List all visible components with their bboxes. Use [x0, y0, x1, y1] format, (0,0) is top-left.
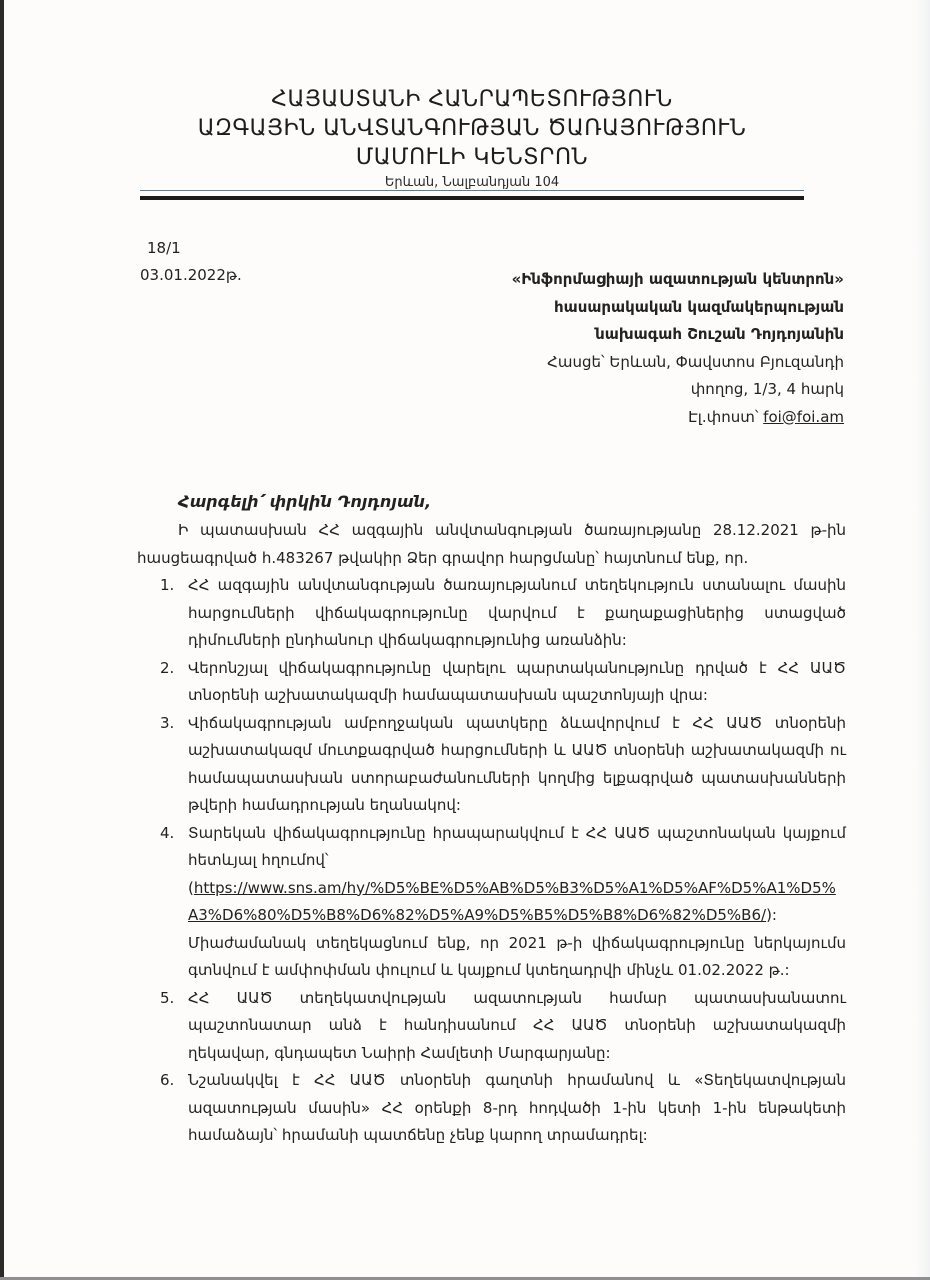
salutation: Հարգելի՛ փրկին Դոյդոյան, [178, 492, 432, 511]
list-text: Վերոնշյալ վիճակագրությունը վարելու պարտականությունը դրված է ՀՀ ԱԱԾ տնօրենի աշխատակազմի համապատասխան պաշտոնյայի վրա: [188, 658, 846, 704]
email-label: Էլ.փոստ՝ [688, 407, 764, 426]
reference-number: 18/1 [147, 239, 181, 257]
list-text: Վիճակագրության ամբողջական պատկերը ձևավորվում է ՀՀ ԱԱԾ տնօրենի աշխատակազմ մուտքագրված հարցումների և ԱԱԾ տնօրենի աշխատակազմի ու համապատասխան ստորաբաժանումների կողմից ելքագրված պատասխանների թվերի համադրության եղանակով: [188, 713, 846, 814]
list-number: 1. [160, 576, 175, 594]
header-divider-thick [140, 196, 804, 200]
list-number: 2. [160, 658, 175, 677]
scan-edge-right [916, 0, 930, 1280]
list-number: 3. [160, 713, 175, 732]
list-item [160, 572, 846, 655]
list-text: ՀՀ ԱԱԾ տեղեկատվության ազատության համար պատասխանատու պաշտոնատար անձ է հանդիսանում ՀՀ ԱԱԾ տնօրենի աշխատակազմի ղեկավար, գնդապետ Նաիրի Համլետի Մարգարյանը: [188, 988, 846, 1062]
addressee-address-line-2: փողոց, 1/3, 4 հարկ [690, 380, 844, 398]
list-text-extra: Միաժամանակ տեղեկացնում ենք, որ 2021 թ-ի վիճակագրությունը ներկայումս գտնվում է ամփոփման փուլում և կայքում կտեղադրվի մինչև 01.02.2022 թ.: [188, 933, 846, 979]
intro-paragraph: Ի պատասխան ՀՀ ազգային անվտանգության ծառայությանը 28.12.2021 թ-ին հասցեագրված հ.483267 թվակիր Ձեր գրավոր հարցմանը՝ հայտնում ենք, որ. [137, 521, 846, 567]
link-paren-open: ( [188, 878, 194, 897]
list-number: 6. [160, 1071, 175, 1089]
addressee-email-row [512, 404, 844, 432]
letterhead-country: ՀԱՅԱՍՏԱՆԻ ՀԱՆՐԱՊԵՏՈՒԹՅՈՒՆ [271, 87, 673, 112]
addressee-block [512, 266, 844, 431]
list-item [160, 655, 846, 710]
response-list [160, 572, 846, 1150]
list-text: ՀՀ ազգային անվտանգության ծառայությանում տեղեկություն ստանալու մասին հարցումների վիճակագրությունը վարվում է քաղաքացիներից ստացված դիմումների ընդհանուր վիճակագրությունից առանձին: [188, 576, 846, 649]
email-link[interactable]: foi@foi.am [763, 407, 844, 426]
list-item [160, 985, 846, 1068]
list-text: Նշանակվել է ՀՀ ԱԱԾ տնօրենի գաղտնի հրամանով և «Տեղեկատվության ազատության մասին» ՀՀ օրենքի 8-րդ հոդվածի 1-ին կետի 1-ին ենթակետի համաձայն՝ հրամանի պատճենը չենք կարող տրամադրել: [188, 1071, 846, 1144]
list-number: 4. [160, 823, 175, 842]
letterhead-address: Երևան, Նալբանդյան 104 [384, 175, 560, 190]
list-item [160, 820, 846, 985]
letterhead-agency: ԱԶԳԱՅԻՆ ԱՆՎՏԱՆԳՈՒԹՅԱՆ ԾԱՌԱՅՈՒԹՅՈՒՆ [197, 116, 747, 141]
addressee-org: «Ինֆորմացիայի ազատության կենտրոն» [511, 270, 844, 288]
addressee-name: նախագահ Շուշան Դոյդոյանին [595, 325, 844, 343]
list-text: Տարեկան վիճակագրությունը հրապարակվում է ՀՀ ԱԱԾ պաշտոնական կայքում հետևյալ հղումով՝ [188, 823, 846, 869]
link-paren-close: ): [766, 906, 777, 924]
addressee-address-line-1: Հասցե՝ Երևան, Փավստոս Բյուզանդի [547, 352, 844, 371]
scan-edge-left [0, 0, 4, 1280]
statistics-link[interactable]: https://www.sns.am/hy/%D5%BE%D5%AB%D5%B3%D5%A1%D5%AF%D5%A1%D5%A3%D6%80%D5%B8%D6%82%D5%A9%D5%B5%D5%B8%D6%82%D5%B6/ [188, 878, 836, 924]
addressee-org-type: հասարակական կազմակերպության [553, 297, 844, 316]
header-divider-thin [140, 190, 804, 191]
list-number: 5. [160, 988, 175, 1007]
letterhead-department: ՄԱՄՈՒԼԻ ԿԵՆՏՐՈՆ [355, 145, 589, 170]
list-item [160, 710, 846, 820]
reference-date: 03.01.2022թ. [140, 266, 242, 284]
letterhead [140, 85, 804, 192]
list-item [160, 1067, 846, 1150]
